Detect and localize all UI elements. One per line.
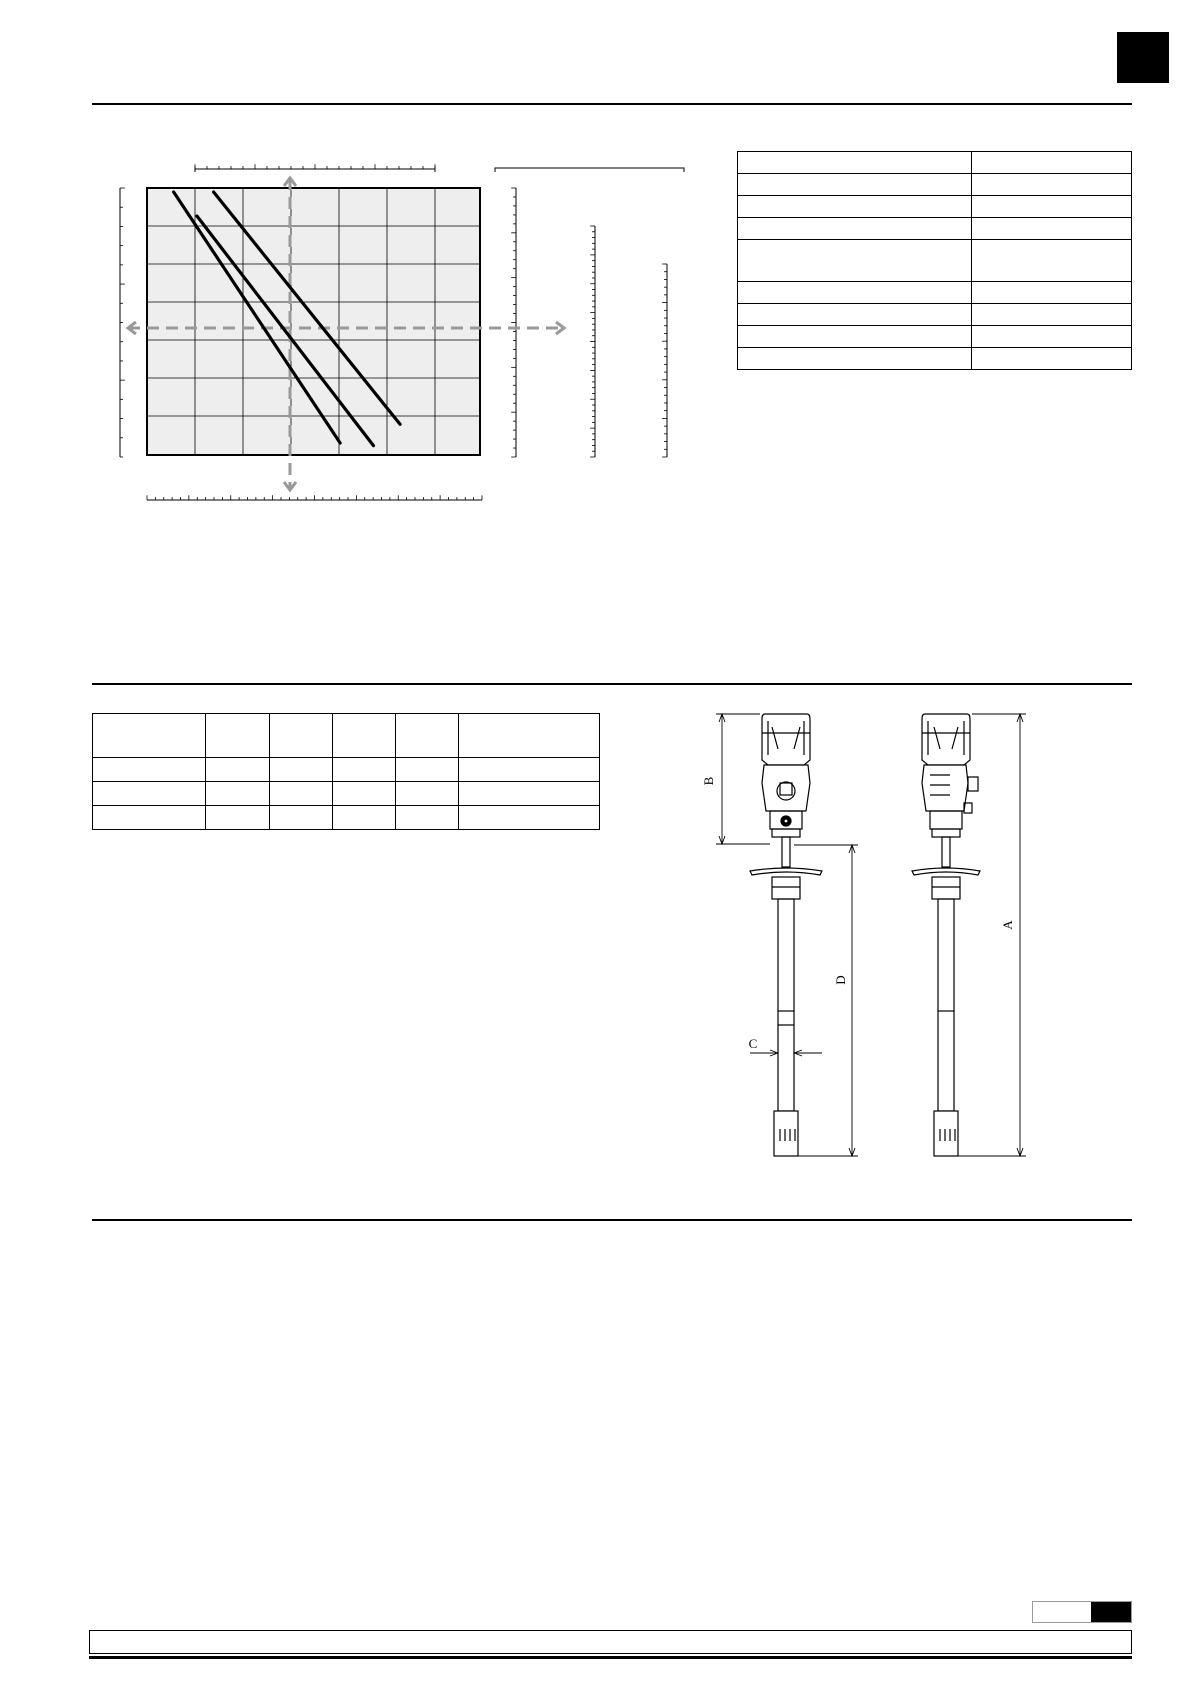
pump-side-view bbox=[912, 714, 980, 1156]
dimensions-cell bbox=[269, 806, 332, 830]
spec-row bbox=[738, 348, 1132, 370]
spec-cell bbox=[972, 282, 1132, 304]
dimensions-cell bbox=[93, 806, 206, 830]
dimensions-cell bbox=[206, 758, 269, 782]
dimensions-cell bbox=[395, 758, 458, 782]
dimensions-cell bbox=[93, 758, 206, 782]
pump-front-view bbox=[750, 714, 822, 1156]
dimensions-cell bbox=[206, 806, 269, 830]
spec-cell bbox=[738, 174, 972, 196]
dimensions-cell bbox=[395, 806, 458, 830]
spec-cell bbox=[972, 348, 1132, 370]
spec-row bbox=[738, 326, 1132, 348]
dimensions-cell bbox=[269, 714, 332, 758]
spec-cell bbox=[738, 348, 972, 370]
dimensions-cell bbox=[332, 714, 395, 758]
section-rule-2 bbox=[92, 683, 1132, 685]
dimensions-row bbox=[93, 714, 600, 758]
section-rule-3 bbox=[92, 1219, 1132, 1221]
dimensions-row bbox=[93, 806, 600, 830]
header-rule bbox=[92, 103, 1132, 105]
dimensions-cell bbox=[458, 714, 599, 758]
dimension-c-label: C bbox=[748, 1036, 758, 1051]
dimension-d bbox=[794, 845, 858, 1156]
spec-row bbox=[738, 196, 1132, 218]
spec-table bbox=[737, 151, 1132, 370]
spec-cell bbox=[738, 304, 972, 326]
dimensions-cell bbox=[206, 782, 269, 806]
performance-chart bbox=[110, 160, 810, 510]
dimension-d-label: D bbox=[833, 975, 848, 985]
page-number-marker bbox=[1091, 1602, 1131, 1622]
spec-cell bbox=[738, 282, 972, 304]
spec-cell bbox=[738, 240, 972, 282]
dimensions-cell bbox=[458, 806, 599, 830]
dimensions-cell bbox=[332, 806, 395, 830]
pump-dimension-drawing bbox=[700, 705, 1040, 1165]
dimensions-cell bbox=[269, 782, 332, 806]
spec-row bbox=[738, 218, 1132, 240]
spec-cell bbox=[972, 304, 1132, 326]
spec-row bbox=[738, 240, 1132, 282]
dimensions-table bbox=[92, 713, 600, 830]
spec-cell bbox=[972, 174, 1132, 196]
dimensions-cell bbox=[458, 782, 599, 806]
dimensions-cell bbox=[332, 758, 395, 782]
page-number-box bbox=[1032, 1601, 1132, 1623]
spec-row bbox=[738, 304, 1132, 326]
spec-cell bbox=[972, 218, 1132, 240]
spec-row bbox=[738, 174, 1132, 196]
dimension-b-label: B bbox=[701, 776, 716, 786]
spec-row bbox=[738, 152, 1132, 174]
dimensions-cell bbox=[93, 714, 206, 758]
dimensions-row bbox=[93, 758, 600, 782]
dimensions-cell bbox=[395, 714, 458, 758]
spec-row bbox=[738, 282, 1132, 304]
dimensions-cell bbox=[458, 758, 599, 782]
dimensions-cell bbox=[395, 782, 458, 806]
spec-cell bbox=[738, 218, 972, 240]
dimensions-cell bbox=[93, 782, 206, 806]
spec-cell bbox=[738, 326, 972, 348]
spec-cell bbox=[972, 240, 1132, 282]
dimensions-cell bbox=[332, 782, 395, 806]
spec-cell bbox=[972, 196, 1132, 218]
dimensions-row bbox=[93, 782, 600, 806]
dimensions-cell bbox=[269, 758, 332, 782]
spec-cell bbox=[738, 196, 972, 218]
top-right-bracket bbox=[495, 168, 684, 172]
dimensions-cell bbox=[206, 714, 269, 758]
spec-cell bbox=[972, 152, 1132, 174]
dimension-a-label: A bbox=[1000, 920, 1015, 930]
spec-cell bbox=[972, 326, 1132, 348]
corner-tab bbox=[1117, 32, 1169, 83]
spec-cell bbox=[738, 152, 972, 174]
footer-bar bbox=[89, 1630, 1132, 1654]
dimension-c bbox=[750, 1050, 822, 1056]
footer-line bbox=[89, 1656, 1132, 1659]
